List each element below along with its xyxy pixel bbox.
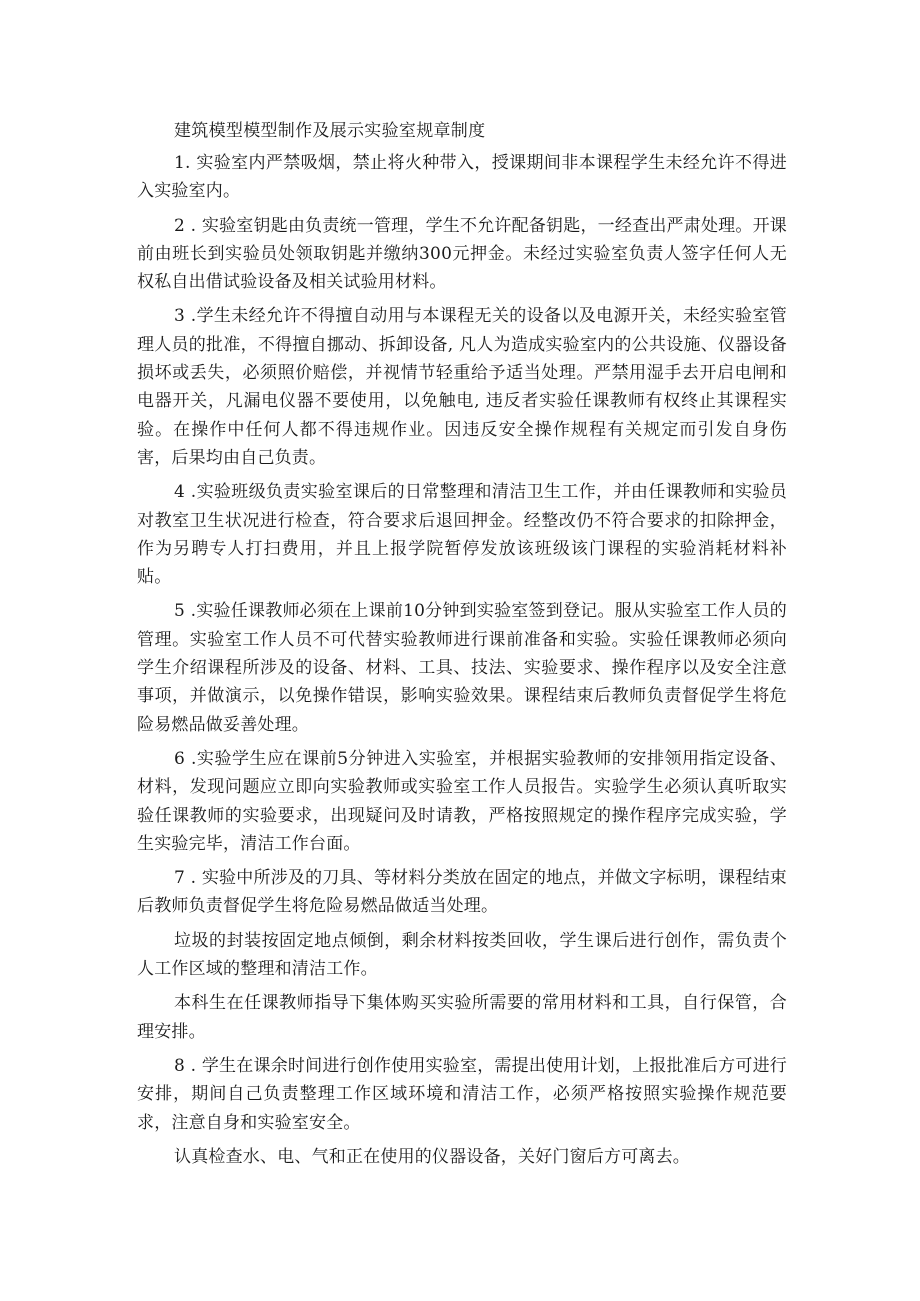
rule-4-paragraph: 4 .实验班级负责实验室课后的日常整理和清洁卫生工作，并由任课教师和实验员对教室卫生状况进行检查，符合要求后退回押金。经整改仍不符合要求的扣除押金，作为另聘专人打扫费用，并且上报学院暂停发放该班级该门课程的实验消耗材料补贴。 (137, 482, 787, 588)
rule-1-paragraph: 1. 实验室内严禁吸烟，禁止将火种带入，授课期间非本课程学生未经允许不得进入实验室内。 (137, 153, 787, 202)
waste-disposal-paragraph: 垃圾的封装按固定地点倾倒，剩余材料按类回收，学生课后进行创作，需负责个人工作区域的整理和清洁工作。 (137, 930, 787, 980)
materials-purchase-paragraph: 本科生在任课教师指导下集体购买实验所需要的常用材料和工具，自行保管，合理安排。 (137, 993, 787, 1042)
document-page (137, 118, 787, 1171)
rule-7-paragraph: 7 . 实验中所涉及的刀具、等材料分类放在固定的地点，并做文字标明，课程结束后教师负责督促学生将危险易燃品做适当处理。 (137, 868, 787, 917)
closing-check-paragraph: 认真检查水、电、气和正在使用的仪器设备，关好门窗后方可离去。 (174, 1146, 690, 1167)
rule-8-paragraph: 8 . 学生在课余时间进行创作使用实验室，需提出使用计划，上报批准后方可进行安排，期间自己负责整理工作区域环境和清洁工作，必须严格按照实验操作规范要求，注意自身和实验室安全。 (137, 1055, 787, 1133)
rule-2-paragraph: 2 . 实验室钥匙由负责统一管理，学生不允许配备钥匙，一经查出严肃处理。开课前由班长到实验员处领取钥匙并缴纳300元押金。未经过实验室负责人签字任何人无权私自出借试验设备及相关试验用材料。 (137, 215, 787, 293)
rule-3-paragraph: 3 .学生未经允许不得擅自动用与本课程无关的设备以及电源开关，未经实验室管理人员的批准，不得擅自挪动、拆卸设备, 凡人为造成实验室内的公共设施、仪器设备损坏或丢失，必须照价赔偿，并视情节轻重给予适当处理。严禁用湿手去开启电闸和电器开关，凡漏电仪器不要使用，以免触电, 违反者实验任课教师有权终止其课程实验。在操作中任何人都不得违规作业。因违反安全操作规程有关规定而引发自身伤害，后果均由自己负责。 (137, 306, 787, 468)
document-title: 建筑模型模型制作及展示实验室规章制度 (174, 121, 486, 141)
rule-6-paragraph: 6 .实验学生应在课前5分钟进入实验室，并根据实验教师的安排领用指定设备、材料，发现问题应立即向实验教师或实验室工作人员报告。实验学生必须认真听取实验任课教师的实验要求，出现疑问及时请教，严格按照规定的操作程序完成实验，学生实验完毕，清洁工作台面。 (137, 748, 787, 854)
rule-5-paragraph: 5 .实验任课教师必须在上课前10分钟到实验室签到登记。服从实验室工作人员的管理。实验室工作人员不可代替实验教师进行课前准备和实验。实验任课教师必须向学生介绍课程所涉及的设备、材料、工具、技法、实验要求、操作程序以及安全注意事项，并做演示，以免操作错误，影响实验效果。课程结束后教师负责督促学生将危险易燃品做妥善处理。 (137, 601, 787, 735)
